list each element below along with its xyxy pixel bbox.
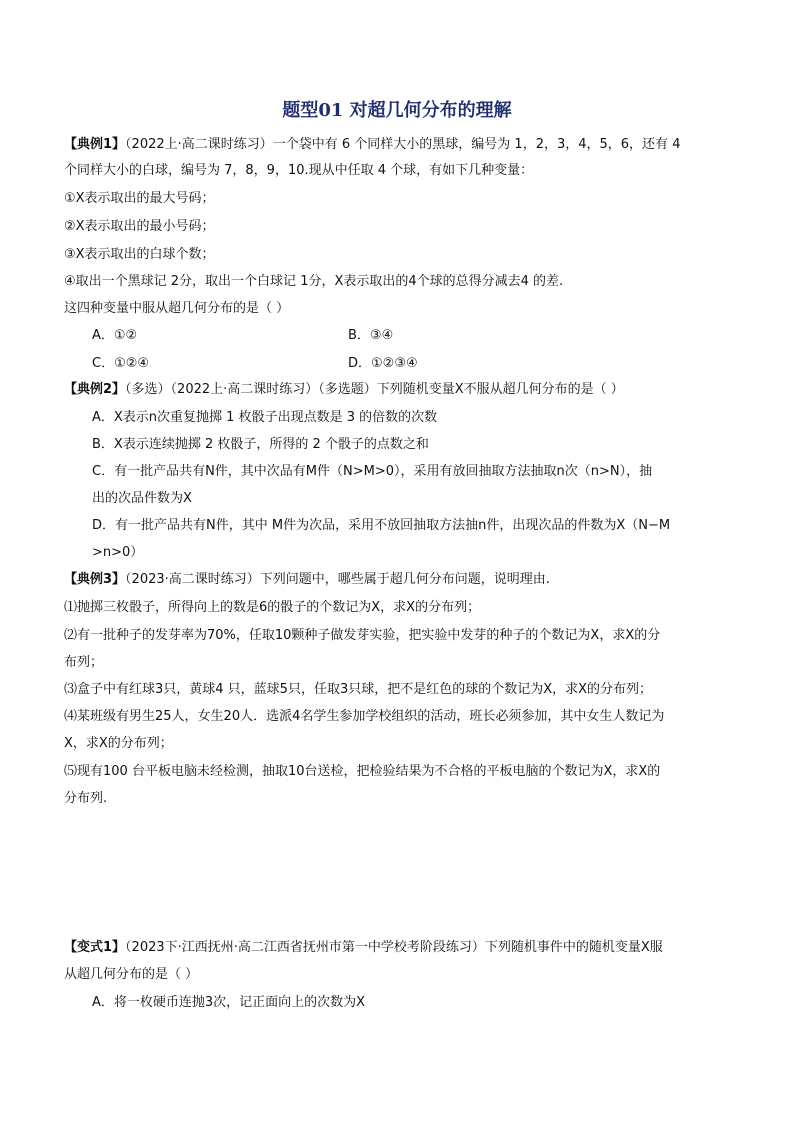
example-1-item-2: ②X表示取出的最小号码； — [64, 219, 215, 234]
example-2-option-d-line-2: >n>0） — [92, 545, 144, 560]
variant-1-line-1 — [64, 939, 734, 957]
example-2-option-d-line-1: D．有一批产品共有N件，其中 M件为次品，采用不放回抽取方法抽n件，出现次品的件数为X（N−M — [92, 518, 671, 533]
example-3-question-4-line-1: ⑷某班级有男生25人，女生20人．选派4名学生参加学校组织的活动，班长必须参加，其中女生人数记为 — [64, 709, 665, 724]
example-1-item-1: ①X表示取出的最大号码； — [64, 191, 215, 206]
page-title: 题型01 对超几何分布的理解 — [282, 100, 512, 121]
example-1-line-1 — [64, 136, 734, 154]
example-1-option-b: B．③④ — [348, 328, 394, 343]
example-2-text: （多选）（2022上·高二课时练习）（多选题）下列随机变量X不服从超几何分布的是（ ） — [125, 382, 624, 397]
example-1-option-a: A．①② — [92, 328, 138, 343]
example-3-question-2-line-1: ⑵有一批种子的发芽率为70%，任取10颗种子做发芽实验，把实验中发芽的种子的个数记为X，求X的分 — [64, 628, 661, 643]
example-1-tag: 【典例1】 — [64, 137, 126, 152]
example-1-option-d: D．①②③④ — [348, 356, 418, 371]
example-3-tag: 【典例3】 — [64, 572, 126, 587]
example-3-question-5-line-1: ⑸现有100 台平板电脑未经检测，抽取10台送检，把检验结果为不合格的平板电脑的个数记为X，求X的 — [64, 764, 661, 779]
example-1-item-3: ③X表示取出的白球个数； — [64, 247, 215, 262]
example-2-tag: 【典例2】 — [64, 382, 126, 397]
variant-1-tag: 【变式1】 — [64, 940, 126, 955]
example-3-question-4-line-2: X，求X的分布列； — [64, 736, 173, 751]
variant-1-text: （2023下·江西抚州·高二江西省抚州市第一中学校考阶段练习）下列随机事件中的随机变量X服 — [125, 940, 663, 955]
example-2-option-a: A．X表示n次重复抛掷 1 枚骰子出现点数是 3 的倍数的次数 — [92, 410, 438, 425]
example-3-text: （2023·高二课时练习）下列问题中，哪些属于超几何分布问题，说明理由. — [125, 572, 550, 587]
example-1-text: （2022上·高二课时练习）一个袋中有 6 个同样大小的黑球，编号为 1，2，3，4，5，6，还有 4 — [125, 137, 681, 152]
example-3-question-1: ⑴抛掷三枚骰子，所得向上的数是6的骰子的个数记为X，求X的分布列； — [64, 600, 481, 615]
example-1-option-c: C．①②④ — [92, 356, 150, 371]
example-3-question-3: ⑶盒子中有红球3只，黄球4 只，蓝球5只，任取3只球，把不是红色的球的个数记为X，求X的分布列； — [64, 682, 653, 697]
example-2-option-b: B．X表示连续抛掷 2 枚骰子，所得的 2 个骰子的点数之和 — [92, 437, 429, 452]
variant-1-option-a: A．将一枚硬币连抛3次，记正面向上的次数为X — [92, 995, 366, 1010]
example-2-line-1 — [64, 381, 734, 399]
example-2-option-c-line-1: C．有一批产品共有N件，其中次品有M件（N>M>0），采用有放回抽取方法抽取n次（n>N），抽 — [92, 464, 653, 479]
example-1-item-4: ④取出一个黑球记 2分，取出一个白球记 1分，X表示取出的4个球的总得分减去4 的差. — [64, 274, 564, 289]
example-1-line-2: 个同样大小的白球，编号为 7，8，9，10.现从中任取 4 个球，有如下几种变量： — [64, 163, 534, 178]
example-1-question: 这四种变量中服从超几何分布的是（ ） — [64, 301, 290, 316]
example-2-option-c-line-2: 出的次品件数为X — [92, 491, 192, 506]
example-3-question-5-line-2: 分布列. — [64, 791, 108, 806]
example-3-question-2-line-2: 布列； — [64, 655, 104, 670]
example-3-line-1 — [64, 571, 734, 589]
variant-1-line-2: 从超几何分布的是（ ） — [64, 967, 199, 982]
